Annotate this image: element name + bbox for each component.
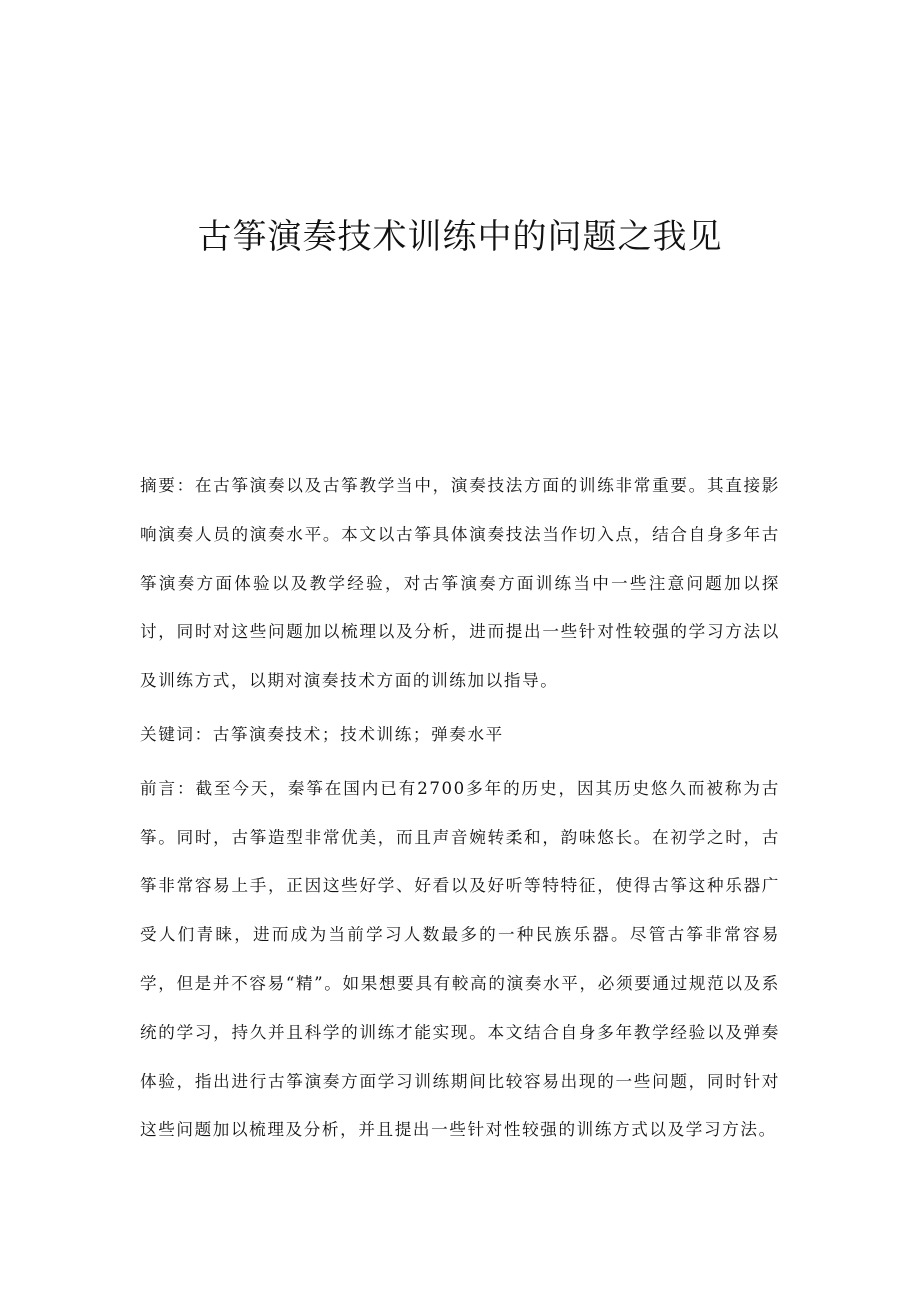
keywords-paragraph: 关键词：古筝演奏技术；技术训练；弹奏水平 (140, 724, 504, 744)
abstract-paragraph: 摘要：在古筝演奏以及古筝教学当中，演奏技法方面的训练非常重要。其直接影响演奏人员的演奏水平。本文以古筝具体演奏技法当作切入点，结合自身多年古筝演奏方面体验以及教学经验，对古筝演奏方面训练当中一些注意问题加以探讨，同时对这些问题加以梳理以及分析，进而提出一些针对性较强的学习方法以及训练方式，以期对演奏技术方面的训练加以指导。 (140, 476, 780, 691)
document-title: 古筝演奏技术训练中的问题之我见 (197, 217, 723, 257)
document-body (140, 462, 780, 1160)
preface-paragraph: 前言：截至今天，秦筝在国内已有2700多年的历史，因其历史悠久而被称为古筝。同时，古筝造型非常优美，而且声音婉转柔和，韵味悠长。在初学之时，古筝非常容易上手，正因这些好学、好看以及好听等特特征，使得古筝这种乐器广受人们青睐，进而成为当前学习人数最多的一种民族乐器。尽管古筝非常容易学，但是并不容易“精”。如果想要具有較高的演奏水平，必须要通过规范以及系统的学习，持久并且科学的训练才能实现。本文结合自身多年教学经验以及弹奏体验，指出进行古筝演奏方面学习训练期间比较容易出现的一些问题，同时针对这些问题加以梳理及分析，并且提出一些针对性较强的训练方式以及学习方法。 (140, 778, 780, 1140)
